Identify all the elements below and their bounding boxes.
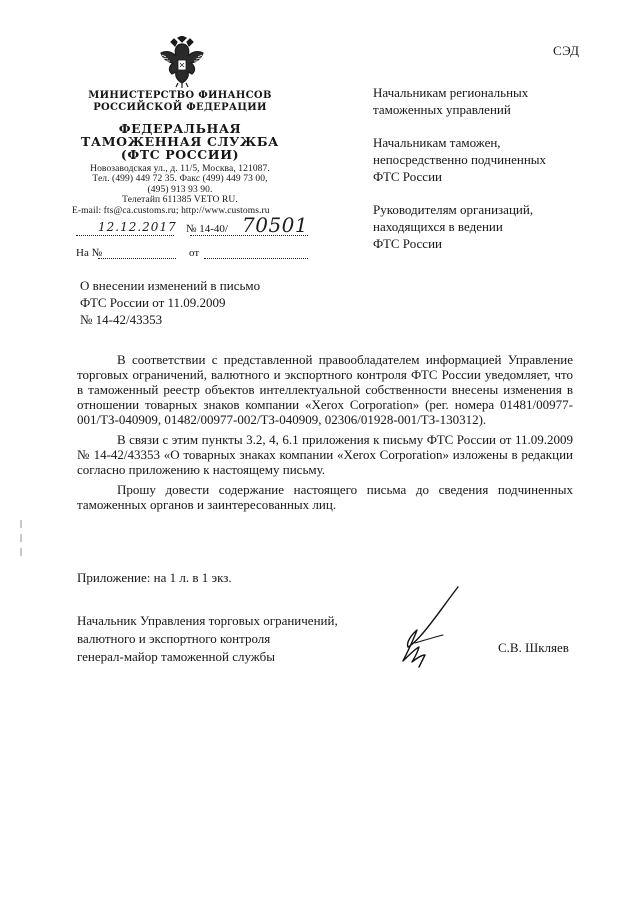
- body-paragraph: В соответствии с представленной правообладателем информацией Управление торговых ограничений, валютного и экспортного контроля ФТС России уведомляет, что в таможенный реестр объектов интеллектуальной собственности внесены изменения в отношении товарных знаков компании «Xerox Corporation» (рег. номера 01481/00977-001/ТЗ-040909, 01482/00977-002/ТЗ-040909, 02306/01928-001/ТЗ-130312).: [77, 352, 573, 427]
- letter-body: [77, 352, 573, 517]
- position-line: Начальник Управления торговых ограничений,: [77, 613, 338, 628]
- service-name-line: ФЕДЕРАЛЬНАЯ: [118, 121, 242, 136]
- phone-fax-line: Тел. (499) 449 72 35. Факс (499) 449 73 00,: [92, 174, 268, 185]
- addressee-line: Начальникам таможен,: [373, 135, 501, 150]
- email-line: E-mail: fts@ca.customs.ru; http://www.customs.ru: [72, 205, 270, 216]
- fax-line: (495) 913 93 90.: [147, 184, 213, 195]
- addressee-line: непосредственно подчиненных: [373, 152, 547, 167]
- addressee-group: [373, 134, 583, 185]
- addressee-line: Руководителям организаций,: [373, 202, 534, 217]
- subject-line: № 14-42/43353: [80, 312, 163, 327]
- service-name-line: ТАМОЖЕННАЯ СЛУЖБА: [81, 134, 279, 149]
- addressee-line: ФТС России: [373, 169, 442, 184]
- signatory-position: [77, 612, 377, 666]
- addressee-line: находящихся в ведении: [373, 219, 503, 234]
- addressee-line: Начальникам региональных: [373, 85, 529, 100]
- reply-to-label: На №: [76, 247, 103, 259]
- addressee-group: [373, 201, 583, 252]
- registration-number-prefix: № 14-40/: [186, 223, 228, 235]
- signatory-name: С.В. Шкляев: [498, 640, 569, 655]
- ministry-line: МИНИСТЕРСТВО ФИНАНСОВ: [88, 90, 272, 101]
- subject-block: [80, 277, 300, 328]
- addressee-group: [373, 84, 583, 118]
- subject-line: О внесении изменений в письмо: [80, 278, 261, 293]
- body-paragraph: В связи с этим пункты 3.2, 4, 6.1 приложения к письму ФТС России от 11.09.2009 № 14-42/43353 «О товарных знаках компании «Xerox Corporation» изложены в редакции согласно приложению к настоящему письму.: [77, 432, 573, 477]
- handwritten-signature: [385, 585, 485, 675]
- margin-marks: [18, 520, 24, 560]
- registry-mark: СЭД: [553, 43, 580, 58]
- address-line: Новозаводская ул., д. 11/5, Москва, 121087.: [90, 164, 270, 174]
- teletype-line: Телетайп 611385 VETO RU.: [122, 195, 238, 206]
- reply-to-line: [98, 258, 176, 259]
- registration-number-handwritten: 70501: [242, 213, 309, 237]
- contact-block: [72, 164, 288, 216]
- position-line: генерал-майор таможенной службы: [77, 649, 275, 664]
- ministry-line: РОССИЙСКОЙ ФЕДЕРАЦИИ: [93, 102, 267, 113]
- registration-date: 12.12.2017: [98, 220, 177, 234]
- date-line: [76, 235, 174, 236]
- addressees-block: [373, 84, 583, 268]
- position-line: валютного и экспортного контроля: [77, 631, 271, 646]
- addressee-line: таможенных управлений: [373, 102, 511, 117]
- organization-block: [72, 90, 288, 161]
- attachment-note: Приложение: на 1 л. в 1 экз.: [77, 570, 232, 585]
- service-abbreviation: (ФТС РОССИИ): [120, 147, 240, 162]
- from-label: от: [189, 247, 200, 259]
- from-line: [204, 258, 308, 259]
- body-paragraph: Прошу довести содержание настоящего письма до сведения подчиненных таможенных органов и заинтересованных лиц.: [77, 482, 573, 512]
- subject-line: ФТС России от 11.09.2009: [80, 295, 226, 310]
- addressee-line: ФТС России: [373, 236, 442, 251]
- russian-coat-of-arms-icon: [158, 36, 206, 88]
